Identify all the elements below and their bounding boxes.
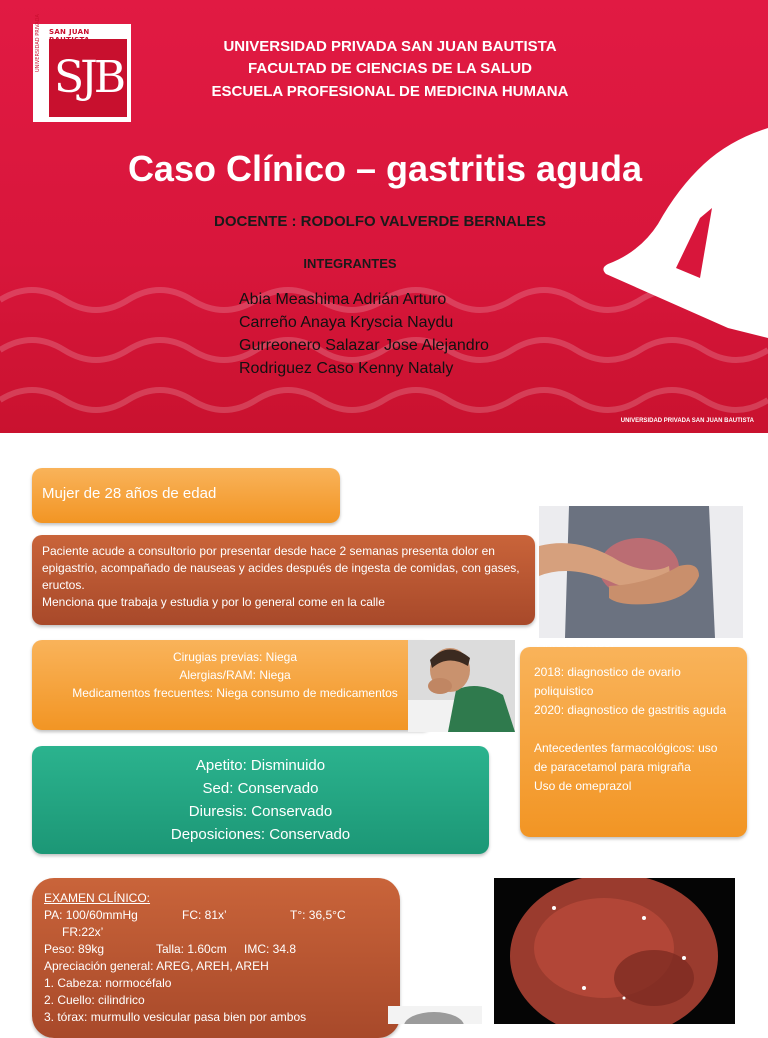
faculty-name: FACULTAD DE CIENCIAS DE LA SALUD bbox=[248, 60, 532, 77]
antecedentes-box bbox=[520, 647, 747, 837]
abdominal-pain-illustration bbox=[539, 506, 743, 638]
description-box bbox=[32, 535, 535, 625]
footer-text: UNIVERSIDAD PRIVADA SAN JUAN BAUTISTA bbox=[620, 418, 754, 424]
history-line: Medicamentos frecuentes: Niega consumo de medicamentos bbox=[72, 686, 398, 700]
description-text: Paciente acude a consultorio por presentar desde hace 2 semanas presenta dolor en epigastrio, acompañado de nauseas y acides después de ingesta de comidas, con gases, eructos. bbox=[42, 544, 520, 592]
member-name: Abia Meashima Adrián Arturo bbox=[239, 291, 447, 308]
university-name: UNIVERSIDAD PRIVADA SAN JUAN BAUTISTA bbox=[223, 38, 557, 55]
integrantes-heading: INTEGRANTES bbox=[303, 256, 397, 271]
slide-title: Caso Clínico – gastritis aguda bbox=[127, 148, 643, 189]
history-line: Alergias/RAM: Niega bbox=[179, 668, 291, 682]
exam-box bbox=[32, 878, 400, 1038]
nausea-illustration bbox=[408, 640, 515, 732]
title-slide bbox=[0, 0, 768, 433]
exam-pa: PA: 100/60mmHg bbox=[44, 908, 138, 922]
exam-item: 3. tórax: murmullo vesicular pasa bien por ambos bbox=[44, 1010, 307, 1024]
status-box bbox=[32, 746, 489, 854]
member-name: Carreño Anaya Kryscia Naydu bbox=[239, 314, 454, 331]
university-logo bbox=[33, 14, 131, 122]
logo-side-text: UNIVERSIDAD PRIVADA bbox=[35, 14, 41, 72]
exam-heading: EXAMEN CLÍNICO: bbox=[44, 891, 151, 905]
exam-item: 2. Cuello: cilindrico bbox=[44, 993, 145, 1007]
history-box bbox=[32, 640, 432, 730]
exam-temp: T°: 36,5°C bbox=[290, 908, 346, 922]
member-name: Rodriguez Caso Kenny Nataly bbox=[239, 360, 454, 377]
abdominal-pain-photo bbox=[539, 506, 743, 638]
antecedente-line: 2018: diagnostico de ovario poliquistico bbox=[534, 665, 681, 698]
wave-decoration bbox=[0, 380, 768, 420]
exam-vitals-row bbox=[44, 941, 388, 958]
exam-weight: Peso: 89kg bbox=[44, 942, 105, 956]
bottom-photo-fragment bbox=[388, 1006, 482, 1024]
status-line: Diuresis: Conservado bbox=[188, 803, 333, 820]
exam-general: Apreciación general: AREG, AREH, AREH bbox=[44, 959, 269, 973]
logo-mark: SJB bbox=[49, 39, 127, 117]
nausea-photo bbox=[408, 640, 515, 732]
member-name: Gurreonero Salazar Jose Alejandro bbox=[239, 337, 489, 354]
history-line: Cirugias previas: Niega bbox=[172, 650, 298, 664]
bottom-photo-illustration bbox=[388, 1006, 482, 1024]
exam-item: 1. Cabeza: normocéfalo bbox=[44, 976, 172, 990]
exam-fr: FR:22x’ bbox=[62, 925, 104, 939]
age-text: Mujer de 28 años de edad bbox=[42, 485, 217, 502]
exam-vitals-row bbox=[44, 907, 388, 924]
endoscopy-photo bbox=[494, 878, 735, 1024]
exam-fc: FC: 81x’ bbox=[182, 908, 227, 922]
status-line: Apetito: Disminuido bbox=[195, 757, 326, 774]
school-name: ESCUELA PROFESIONAL DE MEDICINA HUMANA bbox=[211, 83, 569, 100]
docente-line: DOCENTE : RODOLFO VALVERDE BERNALES bbox=[214, 213, 546, 230]
logo-top-text: SAN JUAN bbox=[49, 28, 90, 36]
exam-height: Talla: 1.60cm bbox=[156, 942, 227, 956]
description-text: Menciona que trabaja y estudia y por lo general come en la calle bbox=[42, 595, 385, 609]
antecedentes-heading: Antecedentes: bbox=[537, 636, 614, 650]
antecedente-line: 2020: diagnostico de gastritis aguda bbox=[534, 703, 727, 717]
endoscopy-illustration bbox=[494, 878, 735, 1024]
status-line: Deposiciones: Conservado bbox=[170, 826, 351, 843]
antecedente-line: Uso de omeprazol bbox=[534, 779, 632, 793]
antecedente-spacer bbox=[534, 720, 733, 739]
age-box bbox=[32, 468, 340, 523]
antecedente-line: Antecedentes farmacológicos: uso de paracetamol para migraña bbox=[534, 741, 718, 774]
status-line: Sed: Conservado bbox=[202, 780, 319, 797]
exam-imc: IMC: 34.8 bbox=[244, 942, 297, 956]
members-list bbox=[239, 288, 489, 380]
bell-icon bbox=[600, 128, 768, 338]
